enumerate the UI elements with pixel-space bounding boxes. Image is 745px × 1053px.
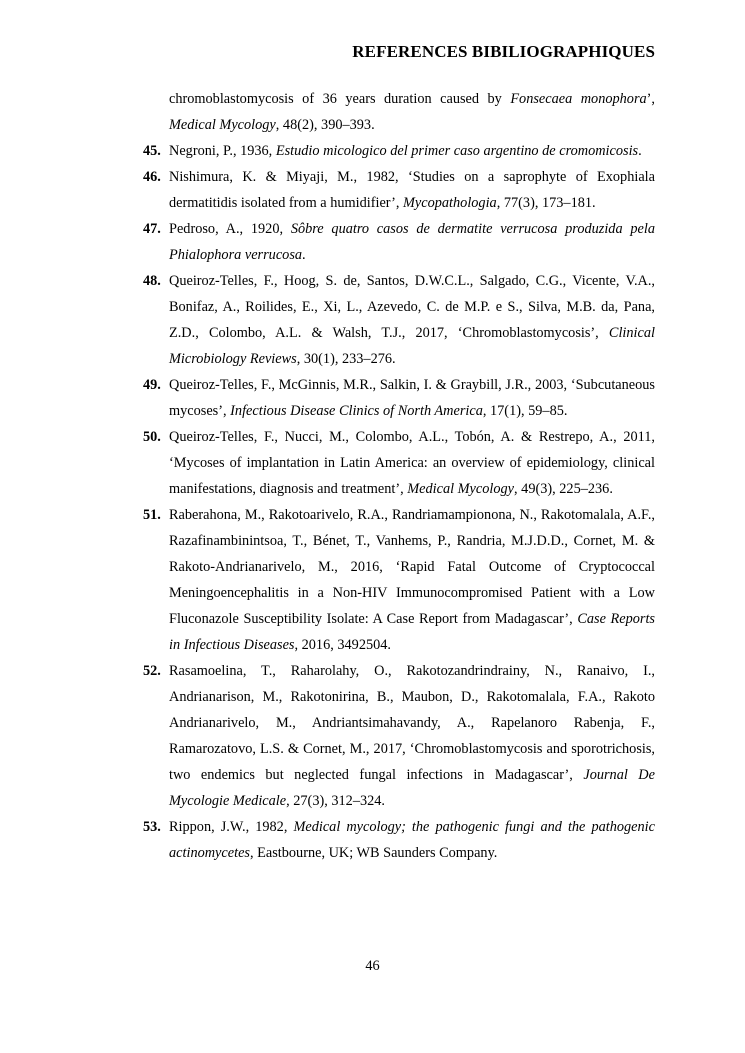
reference-text: , 2016, 3492504. [294, 637, 391, 653]
reference-text: Rippon, J.W., 1982, [169, 819, 294, 835]
reference-italic-text: Journal De Mycologie Medicale [169, 767, 655, 809]
reference-text: , 49(3), 225–236. [514, 481, 613, 497]
page-header-title: REFERENCES BIBILIOGRAPHIQUES [352, 42, 655, 61]
reference-number: 49. [143, 377, 161, 393]
reference-text: , 27(3), 312–324. [286, 793, 385, 809]
reference-text: . [638, 143, 642, 159]
reference-text: . [302, 247, 306, 263]
reference-italic-text: Fonsecaea monophora [510, 91, 647, 107]
reference-number: 47. [143, 221, 161, 237]
reference-italic-text: Mycopathologia [403, 195, 497, 211]
reference-entry [143, 502, 655, 658]
reference-text: Queiroz-Telles, F., Nucci, M., Colombo, A.L., Tobón, A. & Restrepo, A., 2011, ‘Mycoses of implantation in Latin America: an overview of epidemiology, clinical manifestations, diagnosis and treatment’, [169, 429, 655, 497]
reference-text: Pedroso, A., 1920, [169, 221, 291, 237]
reference-number: 45. [143, 143, 161, 159]
reference-italic-text: Estudio micologico del primer caso argentino de cromomicosis [275, 143, 639, 159]
reference-text: , 77(3), 173–181. [496, 195, 596, 211]
reference-entry [143, 164, 655, 216]
reference-text: , 17(1), 59–85. [482, 403, 568, 419]
reference-number: 53. [143, 819, 161, 835]
reference-entry [143, 658, 655, 814]
reference-italic-text: Case Reports in Infectious Diseases [169, 611, 655, 653]
reference-text: , Eastbourne, UK; WB Saunders Company. [249, 845, 498, 861]
page-number: 46 [365, 958, 380, 974]
reference-text: Rasamoelina, T., Raharolahy, O., Rakotozandrindrainy, N., Ranaivo, I., Andrianarison, M., Rakotonirina, B., Maubon, D., Rakotomalala, F.A., Rakoto Andrianarivelo, M., Andriantsimahavandy, A., Rapelanoro Rabenja, F., Ramarozatovo, L.S. & Cornet, M., 2017, ‘Chromoblastomycosis and sporotrichosis, two endemics but neglected fungal infections in Madagascar’, [169, 663, 655, 783]
reference-italic-text: Infectious Disease Clinics of North America [230, 403, 483, 419]
reference-number: 50. [143, 429, 161, 445]
reference-entry [143, 268, 655, 372]
reference-entry [143, 216, 655, 268]
reference-text: , 48(2), 390–393. [275, 117, 375, 133]
reference-text: Raberahona, M., Rakotoarivelo, R.A., Randriamampionona, N., Rakotomalala, A.F., Razafinambinintsoa, T., Bénet, T., Vanhems, P., Randria, M.J.D.D., Cornet, M. & Rakoto-Andrianarivelo, M., 2016, ‘Rapid Fatal Outcome of Cryptococcal Meningoencephalitis in a Non-HIV Immunocompromised Patient with a Low Fluconazole Susceptibility Isolate: A Case Report from Madagascar’, [169, 507, 655, 627]
reference-number: 51. [143, 507, 161, 523]
reference-text: Queiroz-Telles, F., McGinnis, M.R., Salkin, I. & Graybill, J.R., 2003, ‘Subcutaneous mycoses’, [169, 377, 655, 419]
reference-italic-text: Medical Mycology [169, 117, 276, 133]
reference-entry [143, 424, 655, 502]
reference-entry [143, 138, 655, 164]
reference-text: chromoblastomycosis of 36 years duration caused by [169, 91, 511, 107]
reference-text: Queiroz-Telles, F., Hoog, S. de, Santos, D.W.C.L., Salgado, C.G., Vicente, V.A., Bonifaz, A., Roilides, E., Xi, L., Azevedo, C. de M.P. e S., Silva, M.B. da, Pana, Z.D., Colombo, A.L. & Walsh, T.J., 2017, ‘Chromoblastomycosis’, [169, 273, 655, 341]
reference-entry [143, 372, 655, 424]
reference-list [143, 86, 655, 866]
reference-text: , 30(1), 233–276. [296, 351, 396, 367]
reference-number: 48. [143, 273, 161, 289]
reference-text: Negroni, P., 1936, [169, 143, 276, 159]
reference-italic-text: Medical mycology; the pathogenic fungi and the pathogenic actinomycetes [169, 819, 655, 861]
reference-italic-text: Sôbre quatro casos de dermatite verrucosa produzida pela Phialophora verrucosa [169, 221, 655, 263]
reference-text: Nishimura, K. & Miyaji, M., 1982, ‘Studies on a saprophyte of Exophiala dermatitidis isolated from a humidifier’, [169, 169, 655, 211]
reference-italic-text: Medical Mycology [407, 481, 515, 497]
reference-number: 52. [143, 663, 161, 679]
reference-number: 46. [143, 169, 161, 185]
reference-italic-text: Clinical Microbiology Reviews [169, 325, 655, 367]
reference-entry [143, 814, 655, 866]
reference-entry [143, 86, 655, 138]
reference-text: ’, [646, 91, 655, 107]
